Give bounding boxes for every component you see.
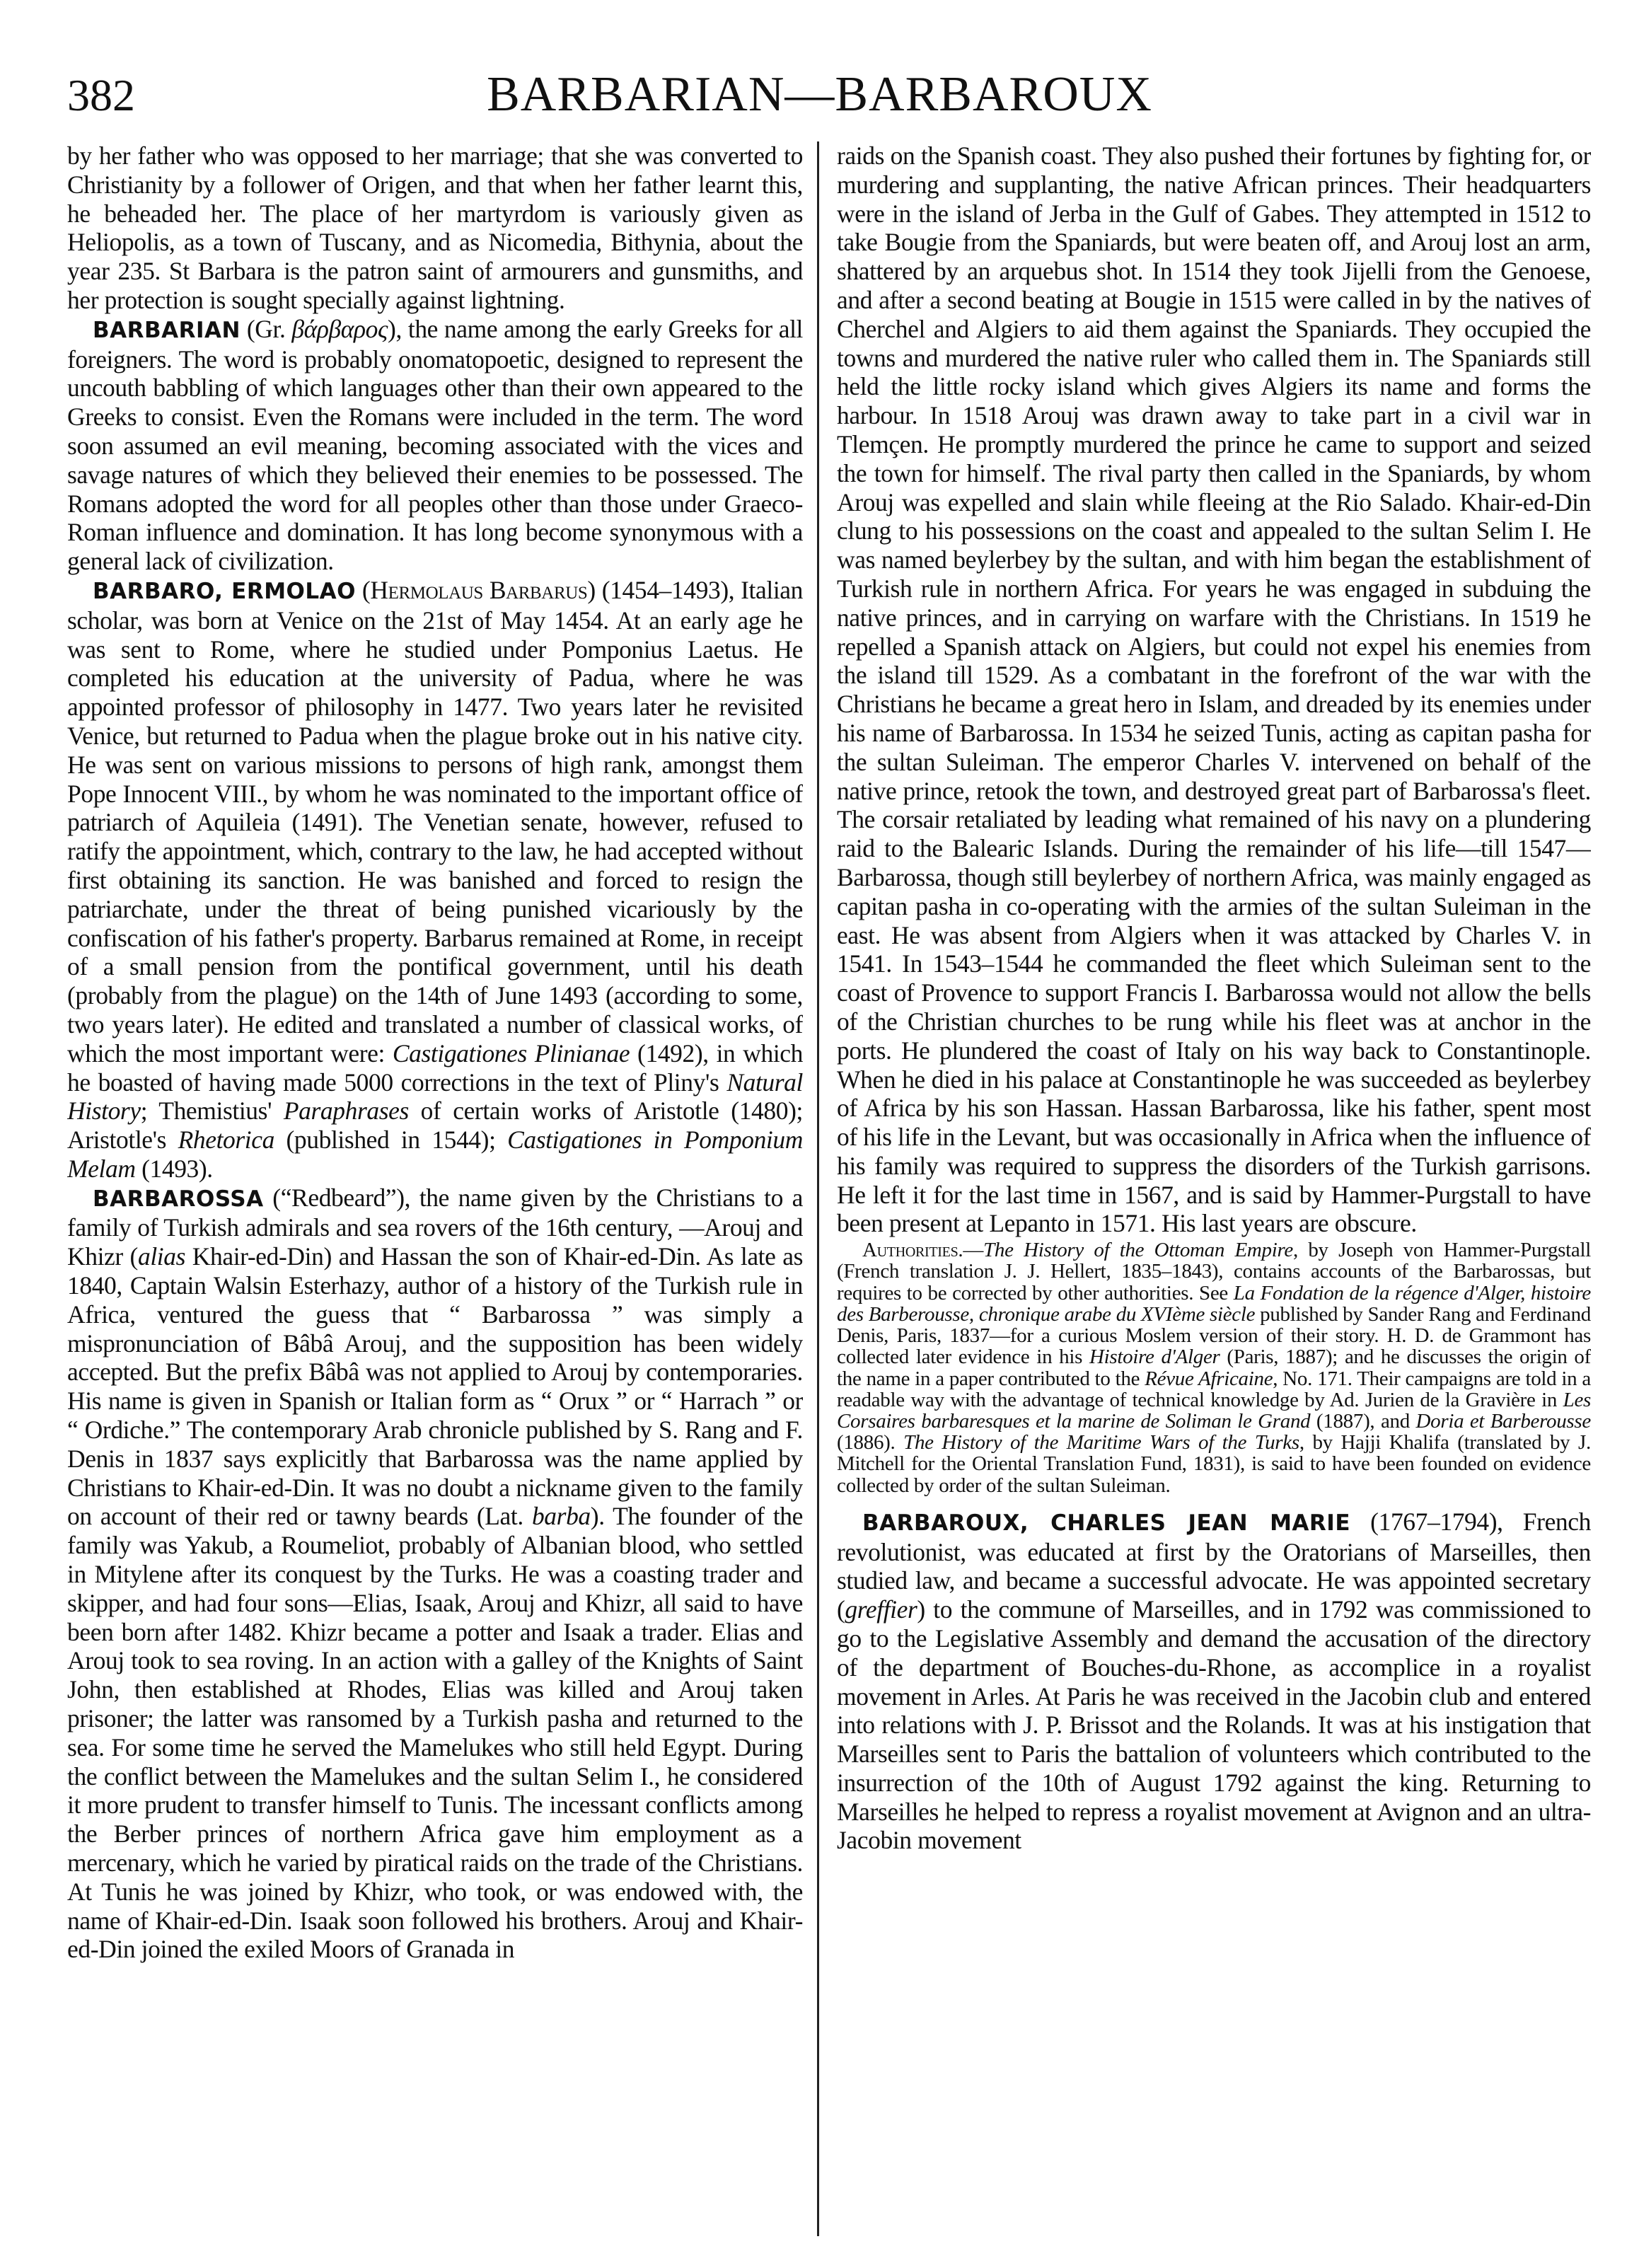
body-text: , by Hajji Khalifa (translated by J. Mitchell for the Oriental Translation Fund, 1831), is said to have been founded on evidence collected by order of the sultan Suleiman. [837,1431,1591,1497]
body-text: (1887), and [1310,1409,1416,1433]
body-text: (1493). [135,1154,213,1183]
left-column [67,141,803,2240]
italic-text: Rhetorica [178,1126,274,1155]
right-column [837,141,1591,2240]
italic-text: alias [137,1242,186,1271]
article-paragraph [67,141,803,315]
article-paragraph [67,1184,803,1965]
body-text: published by Sander Rang and Ferdinand Denis, Paris, 1837—for a curious Moslem version of their story. H. D. de Grammont has collected later evidence in his [837,1302,1591,1369]
body-text: by her father who was opposed to her marriage; that she was converted to Christianity by a follower of Origen, and that when her father learnt this, he beheaded her. The place of her martyrdom is variously given as Heliopolis, as a town of Tuscany, and as Nicomedia, Bithynia, about the year 235. St Barbara is the patron saint of armourers and gunsmiths, and her protection is sought specially against lightning. [67,141,803,314]
small-caps-text: Hermolaus Barbarus [370,575,588,604]
body-text: of certain works of Aristotle (1480); Aristotle's [67,1097,803,1155]
entry-headword: BARBARIAN [93,317,241,343]
body-text: ) to the commune of Marseilles, and in 1792 was commissioned to go to the Legislative Assembly and demand the accusation of the directory of the department of Bouches-du-Rhone, as accomplice in a royalist movement in Arles. At Paris he was received in the Jacobin club and entered into relations with J. P. Brissot and the Rolands. It was at his instigation that Marseilles sent to Paris the battalion of volunteers which contributed to the insurrection of the 10th of August 1792 against the king. Returning to Marseilles he helped to repress a royalist movement at Avignon and an ultra-Jacobin movement [837,1595,1591,1855]
italic-text: Natural History [67,1068,803,1126]
italic-text: The History of the Maritime Wars of the Turks [903,1431,1299,1454]
body-text: ; Themistius' [140,1097,284,1126]
authorities-paragraph [837,1239,1591,1495]
entry-headword: BARBAROSSA [93,1186,264,1212]
body-text: (Paris, 1887); and he discusses the origin of the name in a paper contributed to the [837,1346,1591,1390]
column-divider [817,141,819,2236]
body-text: (Gr. [240,314,292,343]
body-text: Khair-ed-Din) and Hassan the son of Khair-ed-Din. As late as 1840, Captain Walsin Esterhazy, author of a history of the Turkish rule in Africa, ventured the guess that “ Barbarossa ” was simply a mispronunciation of Bâbâ Arouj, and the supposition has been widely accepted. But the prefix Bâbâ was not applied to Arouj by contemporaries. His name is given in Spanish or Italian form as “ Orux ” or “ Harrach ” or “ Ordiche.” The contemporary Arab chronicle published by S. Rang and F. Denis in 1837 says explicitly that Barbarossa was the name applied by Christians to Khair-ed-Din. It was no doubt a nickname given to the family on account of their red or tawny beards (Lat. [67,1242,803,1531]
italic-text: barba [531,1502,591,1531]
running-head-title: BARBARIAN—BARBAROUX [487,67,1152,122]
article-paragraph [67,315,803,576]
small-caps-text: Authorities. [862,1239,963,1262]
italic-text: greffier [845,1595,917,1624]
page-number: 382 [67,70,135,120]
body-text: ( [356,575,371,604]
body-text: (“Redbeard”), the name given by the Christians to a family of Turkish admirals and sea rovers of the 16th century, —Arouj and Khizr ( [67,1183,803,1271]
italic-text: Castigationes in Pomponium Melam [67,1126,803,1183]
entry-headword: BARBARO, ERMOLAO [93,578,357,604]
italic-text: The History of the Ottoman Empire [983,1239,1293,1262]
body-text: ). The founder of the family was Yakub, a Roumeliot, probably of Albanian blood, who settled in Mitylene after its conquest by the Turks. He was a coasting trader and skipper, and had four sons—Elias, Isaak, Arouj and Khizr, all said to have been born after 1482. Khizr became a potter and Isaak a trader. Elias and Arouj took to sea roving. In an action with a galley of the Knights of Saint John, then established at Rhodes, Elias was killed and Arouj taken prisoner; the latter was ransomed by a Turkish pasha and returned to the sea. For some time he served the Mamelukes who still held Egypt. During the conflict between the Mamelukes and the sultan Selim I., he considered it more prudent to transfer himself to Tunis. The incessant conflicts among the Berber princes of northern Africa gave him employment as a mercenary, which he varied by piratical raids on the trade of the Christians. At Tunis he was joined by Khizr, who took, or was endowed with, the name of Khair-ed-Din. Isaak soon followed his brothers. Arouj and Khair-ed-Din joined the exiled Moors of Granada in [67,1502,803,1964]
body-text: raids on the Spanish coast. They also pushed their fortunes by fighting for, or murdering and supplanting, the native African princes. Their headquarters were in the island of Jerba in the Gulf of Gabes. They attempted in 1512 to take Bougie from the Spaniards, but were beaten off, and Arouj lost an arm, shattered by an arquebus shot. In 1514 they took Jijelli from the Genoese, and after a second beating at Bougie in 1515 were called in by the natives of Cherchel and Algiers to aid them against the Spaniards. They occupied the towns and murdered the native ruler who called them in. The Spaniards still held the little rocky island which gives Algiers its name and forms the harbour. In 1518 Arouj was drawn away to take part in a civil war in Tlemçen. He promptly murdered the prince he came to support and seized the town for himself. The rival party then called in the Spaniards, by whom Arouj was expelled and slain while fleeing at the Rio Salado. Khair-ed-Din clung to his possessions on the coast and appealed to the sultan Selim I. He was named beylerbey by the sultan, and with him began the establishment of Turkish rule in northern Africa. For years he was engaged in subduing the native princes, and in carrying on warfare with the Christians. In 1519 he repelled a Spanish attack on Algiers, but could not expel his enemies from the island till 1529. As a combatant in the forefront of the war with the Christians he became a great hero in Islam, and dreaded by its enemies under his name of Barbarossa. In 1534 he seized Tunis, acting as capitan pasha for the sultan Suleiman. The emperor Charles V. intervened on behalf of the native prince, retook the town, and destroyed great part of Barbarossa's fleet. The corsair retaliated by leading what remained of his navy on a plundering raid to the Balearic Islands. During the remainder of his life—till 1547—Barbarossa, though still beylerbey of northern Africa, was mainly engaged as capitan pasha in co-operating with the armies of the sultan Suleiman in the east. He was absent from Algiers when it was attacked by Charles V. in 1541. In 1543–1544 he commanded the fleet which Suleiman sent to the coast of Provence to support Francis I. Barbarossa would not allow the bells of the Christian churches to be rung while his fleet was at anchor in the ports. He plundered the coast of Italy on his way back to Constantinople. When he died in his palace at Constantinople he was succeeded as beylerbey of Africa by his son Hassan. Hassan Barbarossa, like his father, spent most of his life in the Levant, but was occasionally in Africa when the influence of his family was required to suppress the disorders of the Turkish garrisons. He left it for the last time in 1567, and is said by Hammer-Purgstall to have been present at Lepanto in 1571. His last years are obscure. [837,141,1591,1238]
italic-text: La Fondation de la régence d'Alger, histoire des Barberousse, chronique arabe du XVIème siècle [837,1281,1591,1326]
italic-text: Histoire d'Alger [1089,1346,1220,1369]
body-text: ), the name among the early Greeks for all foreigners. The word is probably onomatopoetic, designed to represent the uncouth babbling of which languages other than their own appeared to the Greeks to consist. Even the Romans were included in the term. The word soon assumed an evil meaning, becoming associated with the vices and savage natures of which they believed their enemies to be possessed. The Romans adopted the word for all peoples other than those under Graeco-Roman influence and domination. It has long become synonymous with a general lack of civilization. [67,314,803,576]
article-paragraph [837,1508,1591,1856]
article-paragraph [837,141,1591,1238]
body-text: (1886). [837,1431,904,1454]
body-text: (1767–1794), French revolutionist, was educated at first by the Oratorians of Marseilles, then studied law, and became a successful advocate. He was appointed secretary ( [837,1507,1591,1624]
body-text: — [963,1239,984,1262]
italic-text: Révue Africaine [1145,1367,1273,1390]
italic-text: βάρβαρος [291,314,388,343]
body-text: , No. 171. Their campaigns are told in a readable way with the advantage of technical knowledge by Ad. Jurien de la Gravière in [837,1367,1591,1411]
body-text: , by Joseph von Hammer-Purgstall (French translation J. J. Hellert, 1835–1843), contains accounts of the Barbarossas, but requires to be corrected by other authorities. See [837,1239,1591,1304]
italic-text: Les Corsaires barbaresques et la marine de Soliman le Grand [837,1388,1591,1433]
entry-headword: BARBAROUX, CHARLES JEAN MARIE [862,1510,1351,1536]
italic-text: Doria et Barberousse [1415,1409,1591,1433]
italic-text: Paraphrases [283,1097,409,1126]
italic-text: Castigationes Plinianae [392,1038,630,1068]
article-paragraph [67,576,803,1184]
body-text: ) (1454–1493), Italian scholar, was born at Venice on the 21st of May 1454. At an early age he was sent to Rome, where he studied under Pomponius Laetus. He completed his education at the university of Padua, where he was appointed professor of philosophy in 1477. Two years later he revisited Venice, but returned to Padua when the plague broke out in his native city. He was sent on various missions to persons of high rank, amongst them Pope Innocent VIII., by whom he was nominated to the important office of patriarch of Aquileia (1491). The Venetian senate, however, refused to ratify the appointment, which, contrary to the law, he had accepted without first obtaining its sanction. He was banished and forced to resign the patriarchate, under the threat of being punished vicariously by the confiscation of his father's property. Barbarus remained at Rome, in receipt of a small pension from the pontifical government, until his death (probably from the plague) on the 14th of June 1493 (according to some, two years later). He edited and translated a number of classical works, of which the most important were: [67,575,803,1068]
body-text: (1492), in which he boasted of having made 5000 corrections in the text of Pliny's [67,1038,803,1097]
body-text: (published in 1544); [274,1126,508,1155]
